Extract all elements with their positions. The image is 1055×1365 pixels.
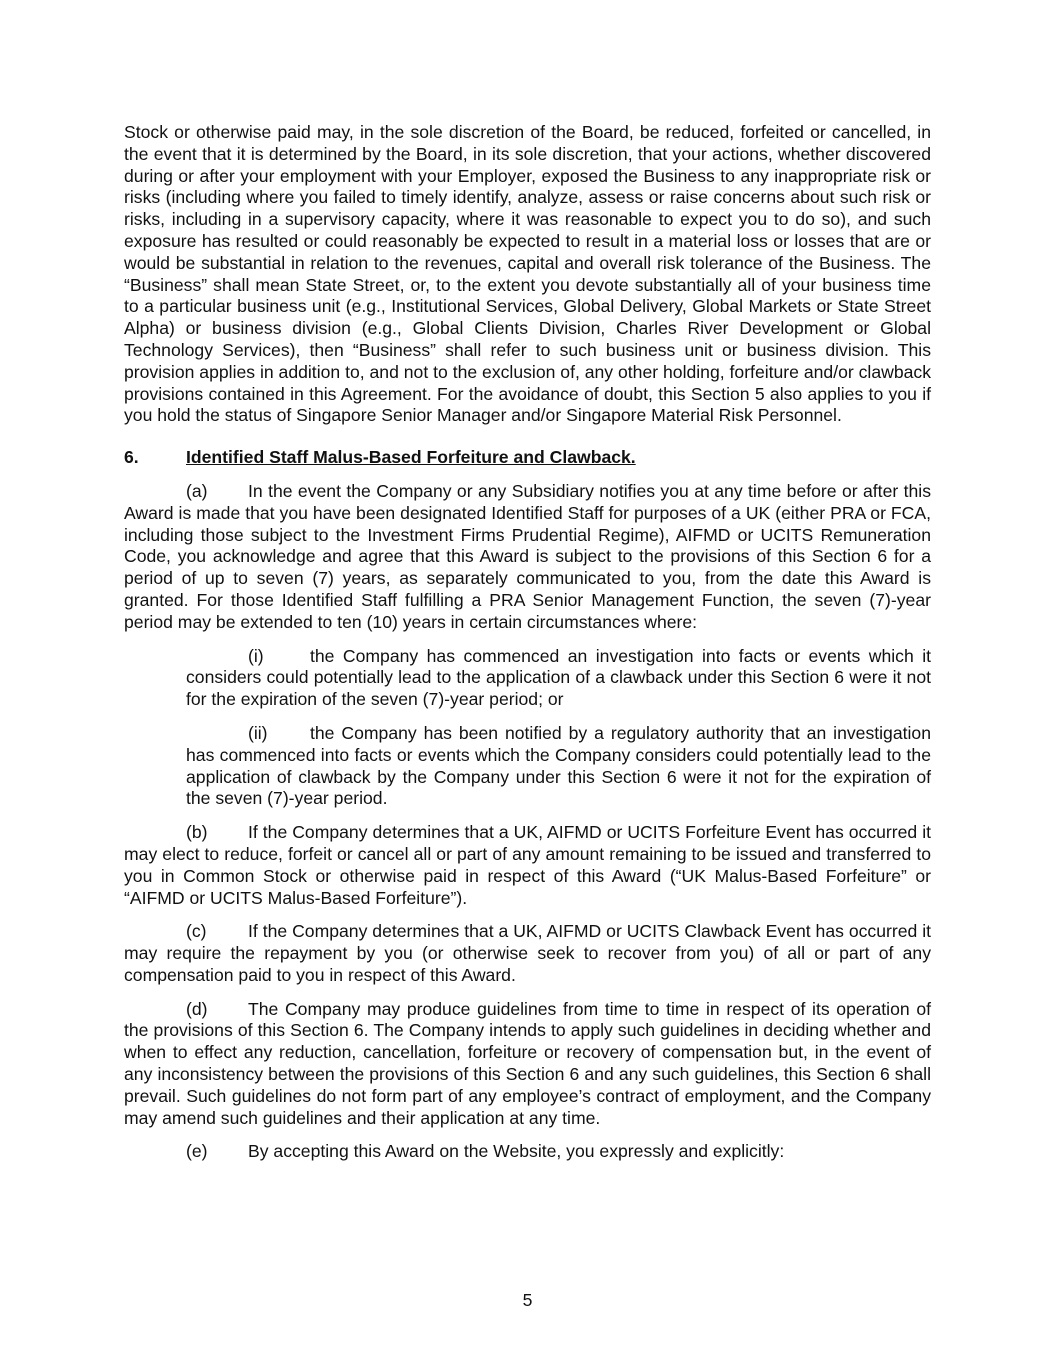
clause-a-ii (186, 723, 931, 810)
clause-b (124, 822, 931, 909)
clause-d (124, 999, 931, 1130)
intro-paragraph: Stock or otherwise paid may, in the sole discretion of the Board, be reduced, forfeited or cancelled, in the event that it is determined by the Board, in its sole discretion, that your actions, whether discovered during or after your employment with your Employer, exposed the Business to any inappropriate risk or risks (including where you failed to timely identify, analyze, assess or raise concerns about such risk or risks, including in a supervisory capacity, where it was reasonable to expect you to do so), and such exposure has resulted or could reasonably be expected to result in a material loss or losses that are or would be substantial in relation to the revenues, capital and overall risk tolerance of the Business. The “Business” shall mean State Street, or, to the extent you devote substantially all of your business time to a particular business unit (e.g., Institutional Services, Global Delivery, Global Markets or State Street Alpha) or business division (e.g., Global Clients Division, Charles River Development or Global Technology Services), then “Business” shall refer to such business unit or business division. This provision applies in addition to, and not to the exclusion of, any other holding, forfeiture and/or clawback provisions contained in this Agreement. For the avoidance of doubt, this Section 5 also applies to you if you hold the status of Singapore Senior Manager and/or Singapore Material Risk Personnel. (124, 122, 931, 426)
clause-a-i (186, 646, 931, 711)
clause-b-label: (b) (186, 822, 208, 843)
clause-a (124, 481, 931, 634)
section-title: Identified Staff Malus-Based Forfeiture and Clawback. (186, 447, 636, 468)
clause-d-label: (d) (186, 998, 208, 1019)
clause-e-text: By accepting this Award on the Website, you expressly and explicitly: (248, 1141, 785, 1162)
clause-a-i-text: the Company has commenced an investigation into facts or events which it considers could potentially lead to the application of a clawback under this Section 6 were it not for the expiration of the seven (7)-year period; or (186, 645, 931, 710)
clause-d-text: The Company may produce guidelines from time to time in respect of its operation of the provisions of this Section 6. The Company intends to apply such guidelines in deciding whether and when to effect any reduction, cancellation, forfeiture or recovery of compensation but, in the event of any inconsistency between the provisions of this Section 6 and any such guidelines, this Section 6 shall prevail. Such guidelines do not form part of any employee’s contract of employment, and the Company may amend such guidelines and their application at any time. (124, 998, 931, 1128)
clause-c (124, 921, 931, 986)
clause-a-text: In the event the Company or any Subsidiary notifies you at any time before or after this Award is made that you have been designated Identified Staff for purposes of a UK (either PRA or FCA, including those subject to the Investment Firms Prudential Regime), AIFMD or UCITS Remuneration Code, you acknowledge and agree that this Award is subject to the provisions of this Section 6 for a period of up to seven (7) years, as separately communicated to you, from the date this Award is granted. For those Identified Staff fulfilling a PRA Senior Management Function, the seven (7)-year period may be extended to ten (10) years in certain circumstances where: (124, 480, 931, 632)
section-number: 6. (124, 447, 139, 468)
clause-c-label: (c) (186, 921, 207, 942)
clause-e-label: (e) (186, 1141, 208, 1162)
clause-a-i-label: (i) (248, 645, 264, 666)
section-6-heading (124, 447, 931, 469)
clause-e (124, 1141, 931, 1163)
clause-c-text: If the Company determines that a UK, AIFMD or UCITS Clawback Event has occurred it may require the repayment by you (or otherwise seek to recover from you) of all or part of any compensation paid to you in respect of this Award. (124, 921, 931, 985)
clause-a-ii-text: the Company has been notified by a regulatory authority that an investigation has commenced into facts or events which the Company considers could potentially lead to the application of clawback by the Company under this Section 6 were it not for the expiration of the seven (7)-year period. (186, 722, 931, 809)
clause-b-text: If the Company determines that a UK, AIFMD or UCITS Forfeiture Event has occurred it may elect to reduce, forfeit or cancel all or part of any amount remaining to be issued and transferred to you in Common Stock or otherwise paid in respect of this Award (“UK Malus-Based Forfeiture” or “AIFMD or UCITS Malus-Based Forfeiture”). (124, 822, 931, 908)
clause-a-label: (a) (186, 480, 208, 501)
clause-a-ii-label: (ii) (248, 722, 268, 743)
page-number: 5 (522, 1290, 533, 1310)
